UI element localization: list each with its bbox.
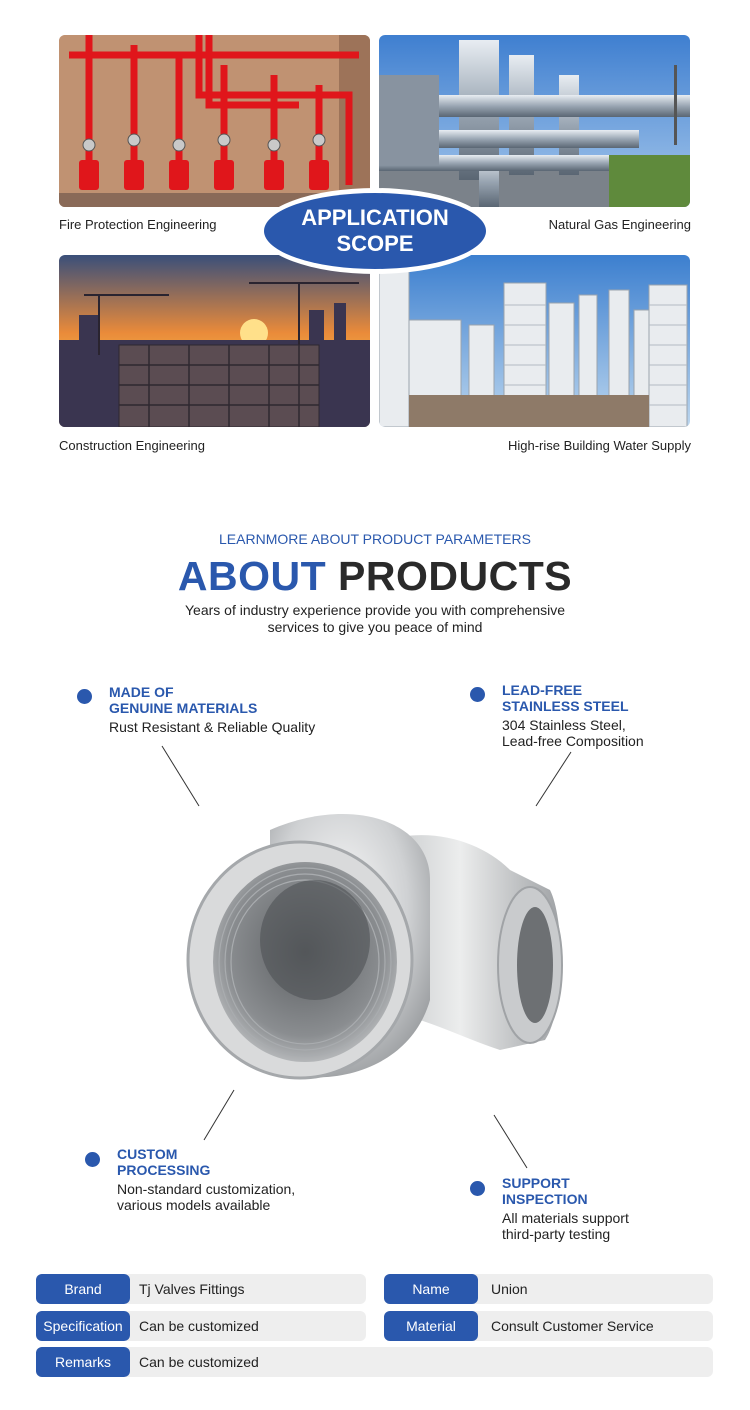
feature-stainless-steel [502, 682, 644, 749]
spec-value-material: Consult Customer Service [491, 1318, 654, 1334]
feature-title-line-1: LEAD-FREE [502, 682, 583, 698]
caption-natural-gas: Natural Gas Engineering [548, 217, 691, 232]
spec-value-specification: Can be customized [139, 1318, 259, 1334]
caption-construction: Construction Engineering [59, 438, 205, 453]
fire-protection-photo [59, 35, 370, 207]
spec-label-name: Name [384, 1274, 478, 1304]
spec-label-material: Material [384, 1311, 478, 1341]
badge-line-2: SCOPE [336, 231, 414, 256]
stainless-steel-elbow-image [180, 800, 570, 1090]
high-rise-photo [379, 255, 690, 427]
spec-label-brand: Brand [36, 1274, 130, 1304]
subtitle-line-1: Years of industry experience provide you with comprehensive [184, 602, 566, 618]
feature-description-line-2: various models available [117, 1197, 271, 1213]
subtitle-line-2: services to give you peace of mind [267, 619, 483, 635]
feature-description: Rust Resistant & Reliable Quality [109, 719, 316, 735]
title-dark: PRODUCTS [338, 553, 573, 599]
spec-value-name: Union [491, 1281, 528, 1297]
feature-bullet-icon [470, 1181, 485, 1196]
feature-bullet-icon [470, 687, 485, 702]
feature-description-line-1: 304 Stainless Steel, [502, 717, 626, 733]
feature-bullet-icon [77, 689, 92, 704]
feature-custom-processing [117, 1146, 295, 1213]
feature-support-inspection [502, 1175, 629, 1242]
spec-label-specification: Specification [36, 1311, 130, 1341]
caption-high-rise: High-rise Building Water Supply [507, 438, 691, 453]
caption-fire-protection: Fire Protection Engineering [59, 217, 217, 232]
title-blue: ABOUT [177, 553, 327, 599]
feature-title-line-2: STAINLESS STEEL [502, 698, 629, 714]
feature-description-line-2: third-party testing [502, 1226, 611, 1242]
spec-label-remarks: Remarks [36, 1347, 130, 1377]
feature-genuine-materials [109, 684, 315, 735]
spec-value-brand: Tj Valves Fittings [139, 1281, 245, 1297]
feature-title-line-2: PROCESSING [117, 1162, 211, 1178]
badge-line-1: APPLICATION [301, 205, 449, 230]
feature-title-line-1: MADE OF [109, 684, 174, 700]
feature-description-line-1: All materials support [502, 1210, 629, 1226]
feature-bullet-icon [85, 1152, 100, 1167]
feature-title-line-2: INSPECTION [502, 1191, 588, 1207]
spec-value-remarks: Can be customized [139, 1354, 259, 1370]
feature-title-line-1: CUSTOM [117, 1146, 178, 1162]
section-title [0, 553, 750, 600]
feature-title-line-1: SUPPORT [502, 1175, 570, 1191]
section-subtitle [0, 602, 750, 636]
construction-photo [59, 255, 370, 427]
section-eyebrow: LEARNMORE ABOUT PRODUCT PARAMETERS [219, 531, 531, 547]
feature-description-line-1: Non-standard customization, [117, 1181, 296, 1197]
natural-gas-photo [379, 35, 690, 207]
feature-title-line-2: GENUINE MATERIALS [109, 700, 258, 716]
application-scope-badge [259, 188, 491, 274]
spec-row-remarks [36, 1347, 713, 1377]
feature-description-line-2: Lead-free Composition [502, 733, 644, 749]
